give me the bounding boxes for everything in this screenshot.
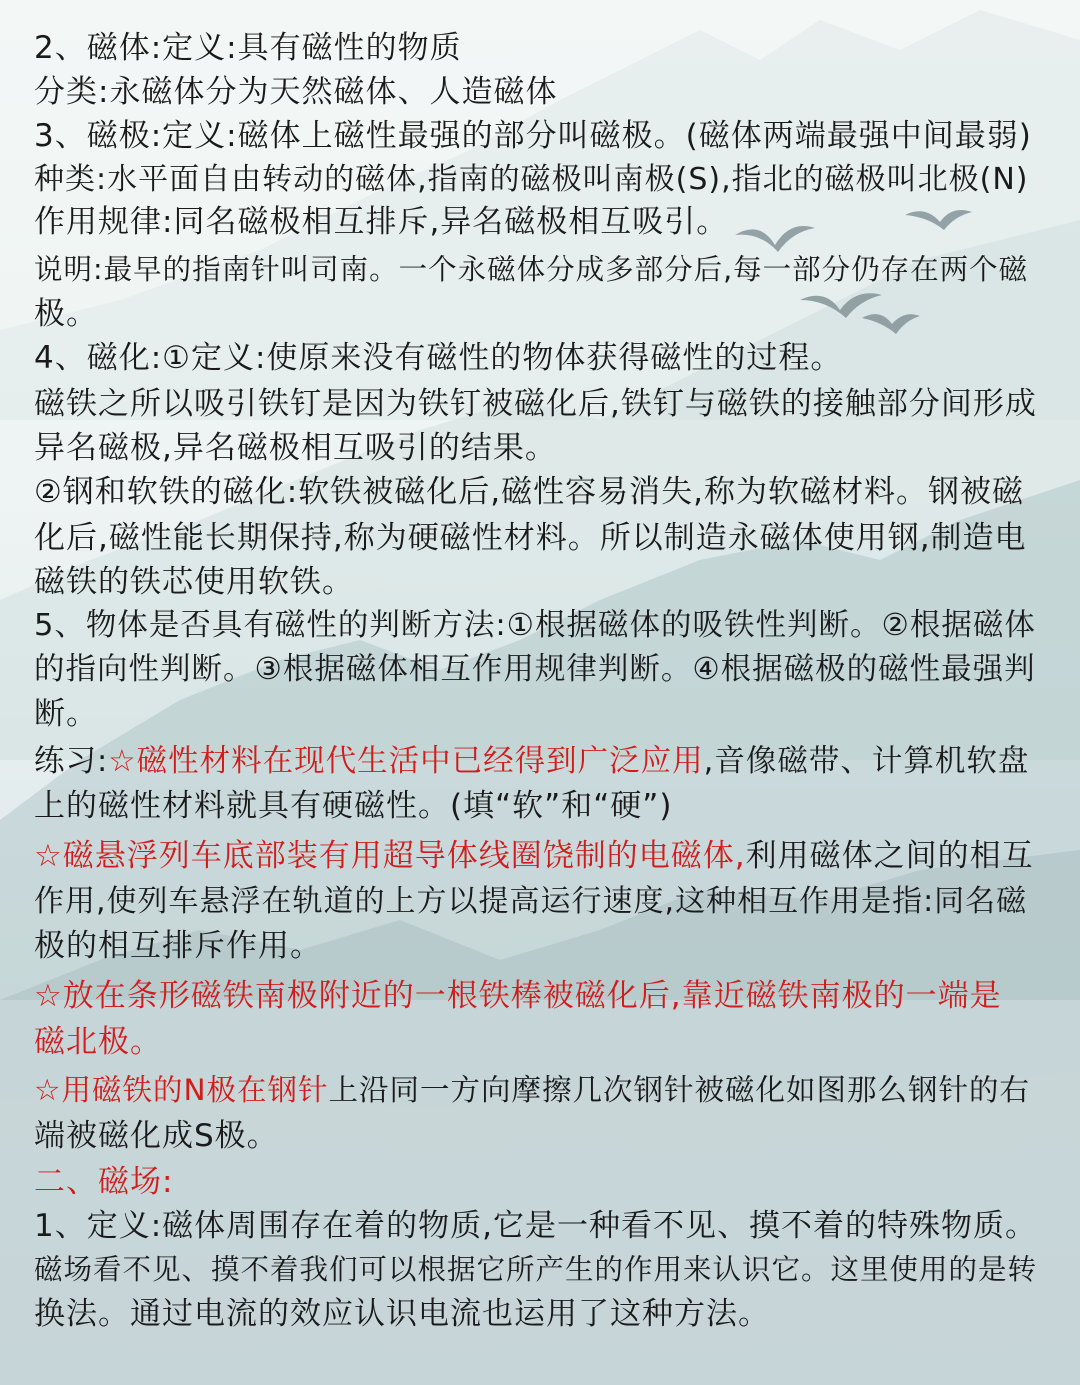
line-text: 磁铁之所以吸引铁钉是因为铁钉被磁化后,铁钉与磁铁的接触部分间形成 xyxy=(34,386,1037,422)
line-text: 异名磁极,异名磁极相互吸引的结果。 xyxy=(34,430,557,466)
text-line-21 xyxy=(34,926,1040,966)
text-line-3 xyxy=(34,116,1040,156)
text-line-4 xyxy=(34,160,1040,200)
text-line-19 xyxy=(34,836,1040,876)
line-text: 利用磁体之间的相互 xyxy=(745,838,1034,874)
text-line-29 xyxy=(34,1294,1040,1334)
text-line-17 xyxy=(34,742,1040,782)
line-text: 2、磁体:定义:具有磁性的物质 xyxy=(34,30,462,66)
highlight-text: ☆磁性材料在现代生活中已经得到广泛应用 xyxy=(108,744,704,779)
text-line-2 xyxy=(34,72,1040,112)
line-text: 极的相互排斥作用。 xyxy=(34,928,322,964)
text-line-18 xyxy=(34,786,1040,826)
line-text: 端被磁化成S极。 xyxy=(34,1118,279,1154)
text-line-6 xyxy=(34,250,1040,290)
text-line-10 xyxy=(34,428,1040,468)
line-text: 种类:水平面自由转动的磁体,指南的磁极叫南极(S),指北的磁极叫北极(N) xyxy=(34,162,1029,197)
line-text: 3、磁极:定义:磁体上磁性最强的部分叫磁极。(磁体两端最强中间最弱) xyxy=(34,118,1032,154)
text-line-24 xyxy=(34,1070,1040,1110)
text-line-8 xyxy=(34,338,1040,378)
text-line-20 xyxy=(34,882,1040,922)
highlight-text: ☆放在条形磁铁南极附近的一根铁棒被磁化后,靠近磁铁南极的一端是 xyxy=(34,978,1002,1014)
line-text: 磁场看不见、摸不着我们可以根据它所产生的作用来认识它。这里使用的是转 xyxy=(34,1253,1038,1286)
line-text: 极。 xyxy=(34,296,98,332)
exercise-label: 练习: xyxy=(34,744,109,779)
line-text: 磁铁的铁芯使用软铁。 xyxy=(34,564,354,600)
section-title: 二、磁场: xyxy=(34,1164,174,1200)
line-text: 5、物体是否具有磁性的判断方法:①根据磁体的吸铁性判断。②根据磁体 xyxy=(34,608,1036,643)
line-text: 4、磁化:①定义:使原来没有磁性的物体获得磁性的过程。 xyxy=(34,340,843,376)
highlight-text: ☆用磁铁的N极在钢针 xyxy=(34,1073,329,1107)
text-line-1 xyxy=(34,28,1040,68)
text-line-9 xyxy=(34,384,1040,424)
text-line-7 xyxy=(34,294,1040,334)
text-line-14 xyxy=(34,606,1040,646)
line-text: ,音像磁带、计算机软盘 xyxy=(703,744,1030,779)
highlight-text: ☆磁悬浮列车底部装有用超导体线圈饶制的电磁体, xyxy=(34,838,746,874)
text-line-28 xyxy=(34,1250,1040,1290)
line-text: 说明:最早的指南针叫司南。一个永磁体分成多部分后,每一部分仍存在两个磁 xyxy=(34,253,1029,286)
text-line-13 xyxy=(34,562,1040,602)
text-line-11 xyxy=(34,472,1040,512)
text-line-12 xyxy=(34,518,1040,558)
text-line-23 xyxy=(34,1022,1040,1062)
line-text: ②钢和软铁的磁化:软铁被磁化后,磁性容易消失,称为软磁材料。钢被磁 xyxy=(34,474,1024,510)
line-text: 上沿同一方向摩擦几次钢针被磁化如图那么钢针的右 xyxy=(328,1073,1031,1107)
line-text: 的指向性判断。③根据磁体相互作用规律判断。④根据磁极的磁性最强判 xyxy=(34,652,1036,687)
text-line-15 xyxy=(34,650,1040,690)
highlight-text: 磁北极。 xyxy=(34,1024,162,1060)
text-line-5 xyxy=(34,202,1040,242)
text-line-25 xyxy=(34,1116,1040,1156)
line-text: 分类:永磁体分为天然磁体、人造磁体 xyxy=(34,74,558,110)
line-text: 化后,磁性能长期保持,称为硬磁性材料。所以制造永磁体使用钢,制造电 xyxy=(34,520,1027,556)
line-text: 作用规律:同名磁极相互排斥,异名磁极相互吸引。 xyxy=(34,204,729,240)
text-line-16 xyxy=(34,694,1040,734)
text-line-22 xyxy=(34,976,1040,1016)
line-text: 换法。通过电流的效应认识电流也运用了这种方法。 xyxy=(34,1296,770,1332)
line-text: 1、定义:磁体周围存在着的物质,它是一种看不见、摸不着的特殊物质。 xyxy=(34,1208,1038,1244)
section-heading xyxy=(34,1162,1040,1202)
line-text: 断。 xyxy=(34,696,98,732)
line-text: 作用,使列车悬浮在轨道的上方以提高运行速度,这种相互作用是指:同名磁 xyxy=(34,884,1028,919)
line-text: 上的磁性材料就具有硬磁性。(填“软”和“硬”) xyxy=(34,788,673,824)
text-line-27 xyxy=(34,1206,1040,1246)
